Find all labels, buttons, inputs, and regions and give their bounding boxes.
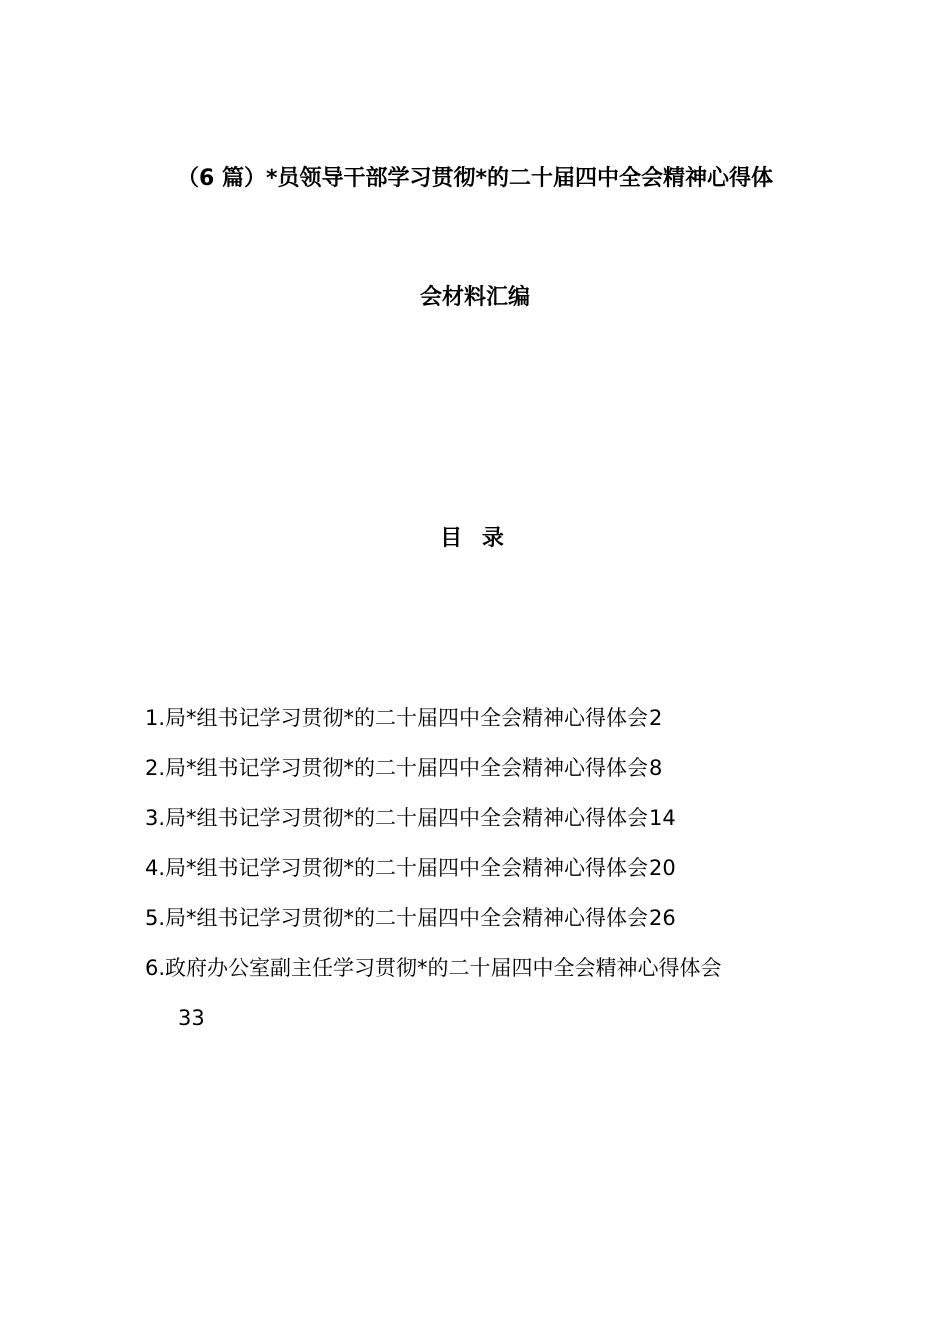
toc-item-page-number: 8 bbox=[649, 756, 663, 780]
toc-heading: 目 录 bbox=[440, 526, 510, 551]
toc-item-1[interactable] bbox=[145, 693, 825, 743]
toc-item-page-number: 14 bbox=[649, 806, 676, 830]
toc-item-page-number: 20 bbox=[649, 856, 676, 880]
toc-item-text: 4.局*组书记学习贯彻*的二十届四中全会精神心得体会 bbox=[145, 856, 649, 880]
toc-item-text: 6.政府办公室副主任学习贯彻*的二十届四中全会精神心得体会 bbox=[145, 956, 722, 980]
toc-item-text: 1.局*组书记学习贯彻*的二十届四中全会精神心得体会 bbox=[145, 706, 649, 730]
toc-item-6[interactable] bbox=[145, 943, 825, 1043]
document-title-line-2: 会材料汇编 bbox=[419, 285, 530, 310]
document-title-line-1: （6 篇）*员领导干部学习贯彻*的二十届四中全会精神心得体 bbox=[177, 166, 773, 191]
toc-item-page-number: 33 bbox=[178, 1006, 205, 1030]
toc-item-text: 2.局*组书记学习贯彻*的二十届四中全会精神心得体会 bbox=[145, 756, 649, 780]
toc-item-text: 5.局*组书记学习贯彻*的二十届四中全会精神心得体会 bbox=[145, 906, 649, 930]
toc-item-page-number: 26 bbox=[649, 906, 676, 930]
toc-item-5[interactable] bbox=[145, 893, 825, 943]
toc-item-4[interactable] bbox=[145, 843, 825, 893]
toc-item-2[interactable] bbox=[145, 743, 825, 793]
toc-item-3[interactable] bbox=[145, 793, 825, 843]
toc-item-text: 3.局*组书记学习贯彻*的二十届四中全会精神心得体会 bbox=[145, 806, 649, 830]
table-of-contents bbox=[145, 693, 825, 1043]
toc-item-page-number: 2 bbox=[649, 706, 663, 730]
